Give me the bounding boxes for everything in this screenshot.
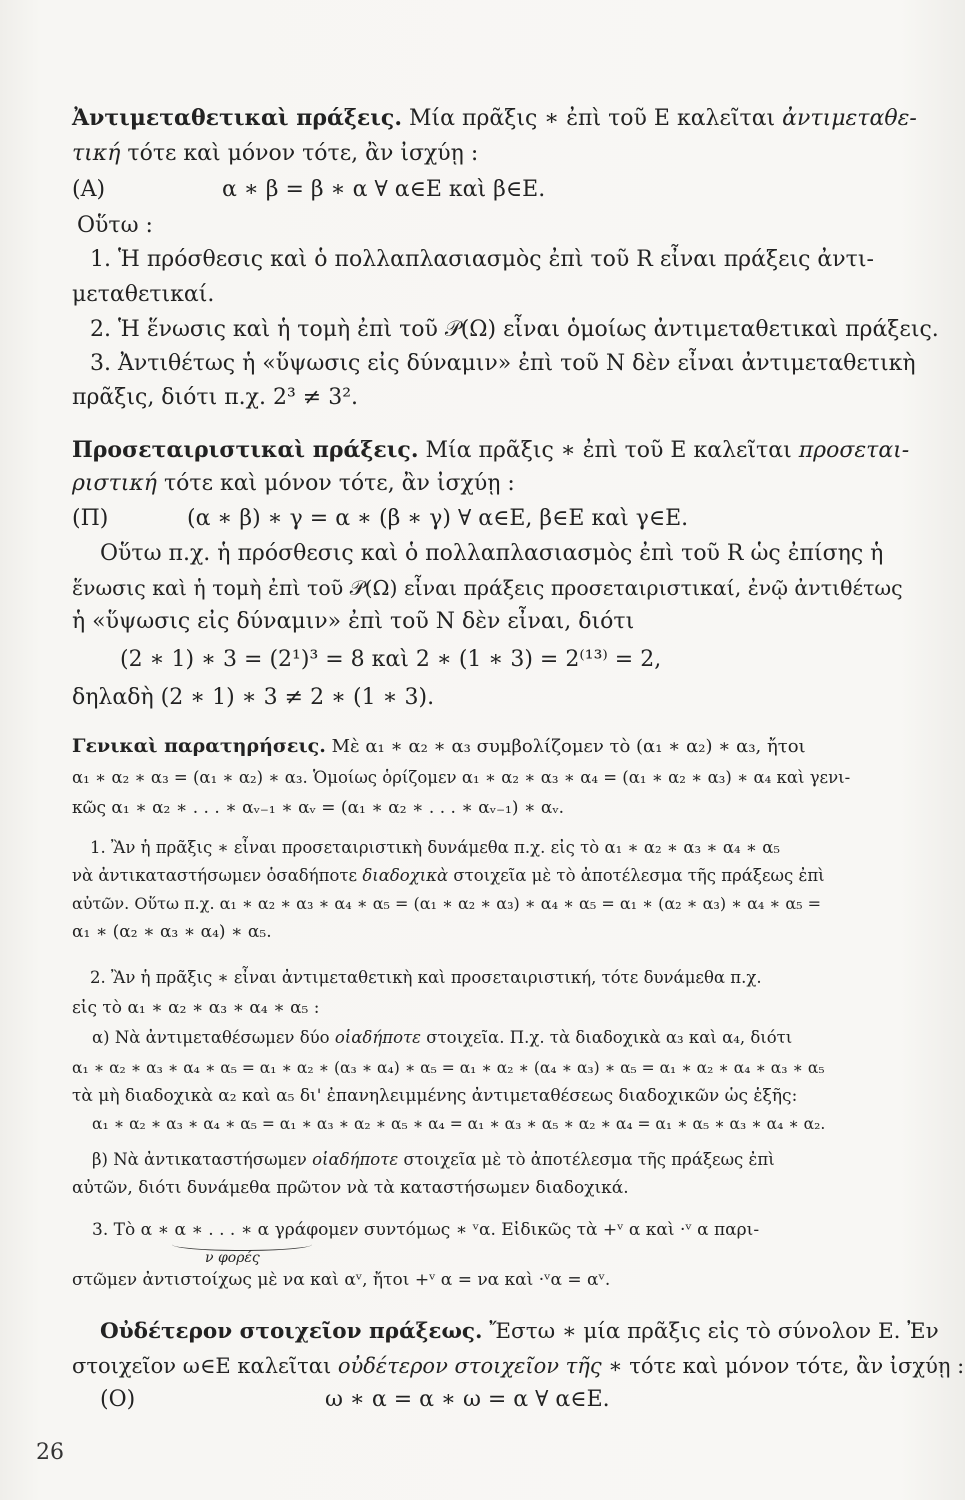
- line-text: Τὸ α ∗ α ∗ . . . ∗ α γράφομεν συντόμως ∗ ᵛα. Εἰδικῶς τὰ +ᵛ α καὶ ·ᵛ α παρι-: [108, 1220, 760, 1240]
- line-text: Ἡ πρόσθεσις καὶ ὁ πολλαπλασιασμὸς ἐπὶ τοῦ R εἶναι πράξεις ἀντι-: [111, 247, 874, 272]
- list-item: [90, 350, 916, 378]
- formula-line: [120, 646, 895, 674]
- italic-term: ριστική: [72, 471, 157, 496]
- text-line: [72, 470, 895, 498]
- formula-line: [72, 176, 895, 204]
- line-text: Ἂν ἡ πρᾶξις ∗ εἶναι προσεταιριστικὴ δυνάμεθα π.χ. εἰς τὸ α₁ ∗ α₂ ∗ α₃ ∗ α₄ ∗ α₅: [105, 838, 781, 857]
- line-text: τὰ μὴ διαδοχικὰ α₂ καὶ α₅ δι' ἐπανηλειμμένης ἀντιμεταθέσεως διαδοχικῶν ὡς ἑξῆς:: [72, 1086, 798, 1106]
- text-line: [72, 608, 895, 636]
- line-text: α₁ ∗ α₂ ∗ α₃ ∗ α₄ ∗ α₅ = α₁ ∗ α₂ ∗ (α₃ ∗ α₄) ∗ α₅ = α₁ ∗ α₂ ∗ (α₄ ∗ α₃) ∗ α₅ = α₁ ∗ α₂ ∗ α₄ ∗ α₃ ∗ α₅: [72, 1059, 825, 1077]
- line-text: ἡ «ὕψωσις εἰς δύναμιν» ἐπὶ τοῦ N δὲν εἶναι, διότι: [72, 609, 635, 634]
- text-line: [72, 1268, 895, 1292]
- text-line: [72, 1084, 895, 1108]
- formula-label: (A): [72, 177, 106, 202]
- italic-term: οἱαδήποτε: [334, 1028, 421, 1047]
- text-line: [72, 892, 895, 916]
- text-line: [100, 540, 895, 568]
- line-text: Μία πρᾶξις ∗ ἐπὶ τοῦ E καλεῖται: [418, 438, 799, 463]
- list-item: [90, 836, 895, 860]
- line-text: μεταθετικαί.: [72, 282, 215, 307]
- line-text: Ἀντιθέτως ἡ «ὕψωσις εἰς δύναμιν» ἐπὶ τοῦ N δὲν εἶναι ἀντιμεταθετικὴ: [111, 351, 916, 376]
- text-line: [100, 1318, 939, 1346]
- item-number: 3.: [92, 1220, 109, 1240]
- formula: ω ∗ α = α ∗ ω = α ∀ α∈E.: [325, 1387, 610, 1412]
- formula: α ∗ β = β ∗ α ∀ α∈E καὶ β∈E.: [222, 177, 546, 202]
- italic-term: διαδοχικὰ: [362, 866, 449, 885]
- line-text: στοιχεῖον ω∈E καλεῖται: [72, 1354, 338, 1378]
- line-text: α₁ ∗ (α₂ ∗ α₃ ∗ α₄) ∗ α₅.: [72, 922, 272, 942]
- line-text: α) Νὰ ἀντιμεταθέσωμεν δύο: [92, 1028, 335, 1047]
- line-text: τότε καὶ μόνον τότε, ἂν ἰσχύῃ :: [622, 1354, 965, 1378]
- line-text: στοιχεῖα μὲ τὸ ἀποτέλεσμα τῆς πράξεως ἐπὶ: [448, 866, 825, 885]
- list-item: [90, 316, 939, 344]
- italic-term: οὐδέτερον στοιχεῖον τῆς ∗: [337, 1354, 623, 1378]
- line-text: δηλαδὴ (2 ∗ 1) ∗ 3 ≠ 2 ∗ (1 ∗ 3).: [72, 685, 435, 710]
- line-text: α₁ ∗ α₂ ∗ α₃ = (α₁ ∗ α₂) ∗ α₃. Ὁμοίως ὁρίζομεν α₁ ∗ α₂ ∗ α₃ ∗ α₄ = (α₁ ∗ α₂ ∗ α₃) ∗ α₄ καὶ γενι-: [72, 768, 851, 787]
- line-text: κῶς α₁ ∗ α₂ ∗ . . . ∗ αᵥ₋₁ ∗ αᵥ = (α₁ ∗ α₂ ∗ . . . ∗ αᵥ₋₁) ∗ αᵥ.: [72, 798, 565, 818]
- line-text: αὐτῶν, διότι δυνάμεθα πρῶτον νὰ τὰ καταστήσωμεν διαδοχικά.: [72, 1178, 629, 1198]
- section-heading: Προσεταιριστικαὶ πράξεις.: [72, 437, 419, 463]
- text-line: [72, 1352, 965, 1380]
- italic-term: οἱαδήποτε: [312, 1150, 399, 1169]
- brace-label: ν φορές: [205, 1250, 260, 1266]
- text-line: [72, 864, 895, 888]
- line-text: πρᾶξις, διότι π.χ. 2³ ≠ 3².: [72, 385, 359, 410]
- formula-line: [100, 1386, 895, 1414]
- text-line: [72, 920, 895, 944]
- text-line: [72, 436, 910, 465]
- text-line: [72, 384, 895, 412]
- text-line: [72, 281, 895, 309]
- line-text: αὐτῶν. Οὕτω π.χ. α₁ ∗ α₂ ∗ α₃ ∗ α₄ ∗ α₅ = (α₁ ∗ α₂ ∗ α₃) ∗ α₄ ∗ α₅ = α₁ ∗ (α₂ ∗ α₃) ∗ α₄ ∗ α₅ =: [72, 894, 822, 913]
- line-text: Μία πρᾶξις ∗ ἐπὶ τοῦ E καλεῖται: [401, 106, 783, 131]
- item-number: 2.: [90, 968, 106, 987]
- text-line: [92, 1148, 895, 1172]
- item-number: 3.: [90, 351, 111, 376]
- text-line: [72, 1056, 895, 1080]
- line-text: στοιχεῖα μὲ τὸ ἀποτέλεσμα τῆς πράξεως ἐπὶ: [398, 1150, 775, 1169]
- section-heading: Γενικαὶ παρατηρήσεις.: [72, 735, 326, 757]
- item-number: 1.: [90, 247, 111, 272]
- text-line: [72, 684, 895, 712]
- section-heading: Ἀντιμεταθετικαὶ πράξεις.: [72, 105, 402, 131]
- italic-term: προσεται-: [798, 438, 910, 463]
- line-text: ἕνωσις καὶ ἡ τομὴ ἐπὶ τοῦ 𝒫(Ω) εἶναι πράξεις προσεταιριστικαί, ἐνῷ ἀντιθέτως: [72, 576, 903, 600]
- text-line: [72, 140, 895, 168]
- formula-label: (O): [100, 1387, 136, 1412]
- text-line: [92, 1026, 895, 1050]
- line-text: τότε καὶ μόνον τότε, ἂν ἰσχύῃ :: [156, 471, 515, 496]
- text-line: [72, 574, 903, 603]
- list-item: [90, 966, 895, 990]
- line-text: β) Νὰ ἀντικαταστήσωμεν: [92, 1150, 313, 1169]
- line-text: α₁ ∗ α₂ ∗ α₃ ∗ α₄ ∗ α₅ = α₁ ∗ α₃ ∗ α₂ ∗ α₅ ∗ α₄ = α₁ ∗ α₃ ∗ α₅ ∗ α₂ ∗ α₄ = α₁ ∗ α₅ ∗ α₃ ∗ α₄ ∗ α₂.: [92, 1115, 826, 1133]
- line-text: στῶμεν ἀντιστοίχως μὲ να καὶ αᵛ, ἤτοι +ᵛ α = να καὶ ·ᵛα = αᵛ.: [72, 1270, 611, 1290]
- formula: (α ∗ β) ∗ γ = α ∗ (β ∗ γ) ∀ α∈E, β∈E καὶ γ∈E.: [187, 506, 689, 531]
- italic-term: ἀντιμεταθε-: [782, 106, 917, 131]
- text-line: [72, 766, 895, 790]
- line-text: Ἡ ἕνωσις καὶ ἡ τομὴ ἐπὶ τοῦ 𝒫(Ω) εἶναι ὁμοίως ἀντιμεταθετικαὶ πράξεις.: [111, 317, 939, 342]
- formula: (2 ∗ 1) ∗ 3 = (2¹)³ = 8 καὶ 2 ∗ (1 ∗ 3) = 2⁽¹³⁾ = 2,: [120, 647, 662, 672]
- text-line: [72, 212, 895, 240]
- text-line: [72, 1176, 895, 1200]
- text-line: [72, 734, 895, 759]
- text-line: [72, 796, 895, 820]
- line-text: στοιχεῖα. Π.χ. τὰ διαδοχικὰ α₃ καὶ α₄, διότι: [421, 1028, 793, 1047]
- text-line: [72, 104, 917, 133]
- list-item: [90, 246, 895, 274]
- text-line: [72, 996, 895, 1020]
- item-number: 2.: [90, 317, 111, 342]
- text-line: [92, 1112, 895, 1136]
- line-text: Μὲ α₁ ∗ α₂ ∗ α₃ συμβολίζομεν τὸ (α₁ ∗ α₂) ∗ α₃, ἤτοι: [325, 736, 806, 757]
- page-number: 26: [36, 1440, 64, 1465]
- formula-line: [72, 505, 895, 533]
- line-text: εἰς τὸ α₁ ∗ α₂ ∗ α₃ ∗ α₄ ∗ α₅ :: [72, 998, 320, 1018]
- line-text: νὰ ἀντικαταστήσωμεν ὁσαδήποτε: [72, 866, 363, 885]
- formula-label: (Π): [72, 506, 109, 531]
- line-text: τότε καὶ μόνον τότε, ἂν ἰσχύῃ :: [120, 141, 479, 166]
- item-number: 1.: [90, 838, 106, 857]
- line-text: Οὕτω π.χ. ἡ πρόσθεσις καὶ ὁ πολλαπλασιασμὸς ἐπὶ τοῦ R ὡς ἐπίσης ἡ: [100, 541, 884, 566]
- line-text: Ἔστω ∗ μία πρᾶξις εἰς τὸ σύνολον E. Ἐν: [482, 1319, 939, 1344]
- section-heading: Οὐδέτερον στοιχεῖον πράξεως.: [100, 1319, 483, 1344]
- line-text: Ἂν ἡ πρᾶξις ∗ εἶναι ἀντιμεταθετικὴ καὶ προσεταιριστική, τότε δυνάμεθα π.χ.: [105, 968, 762, 987]
- line-text: Οὕτω :: [77, 213, 153, 238]
- italic-term: τική: [72, 141, 121, 166]
